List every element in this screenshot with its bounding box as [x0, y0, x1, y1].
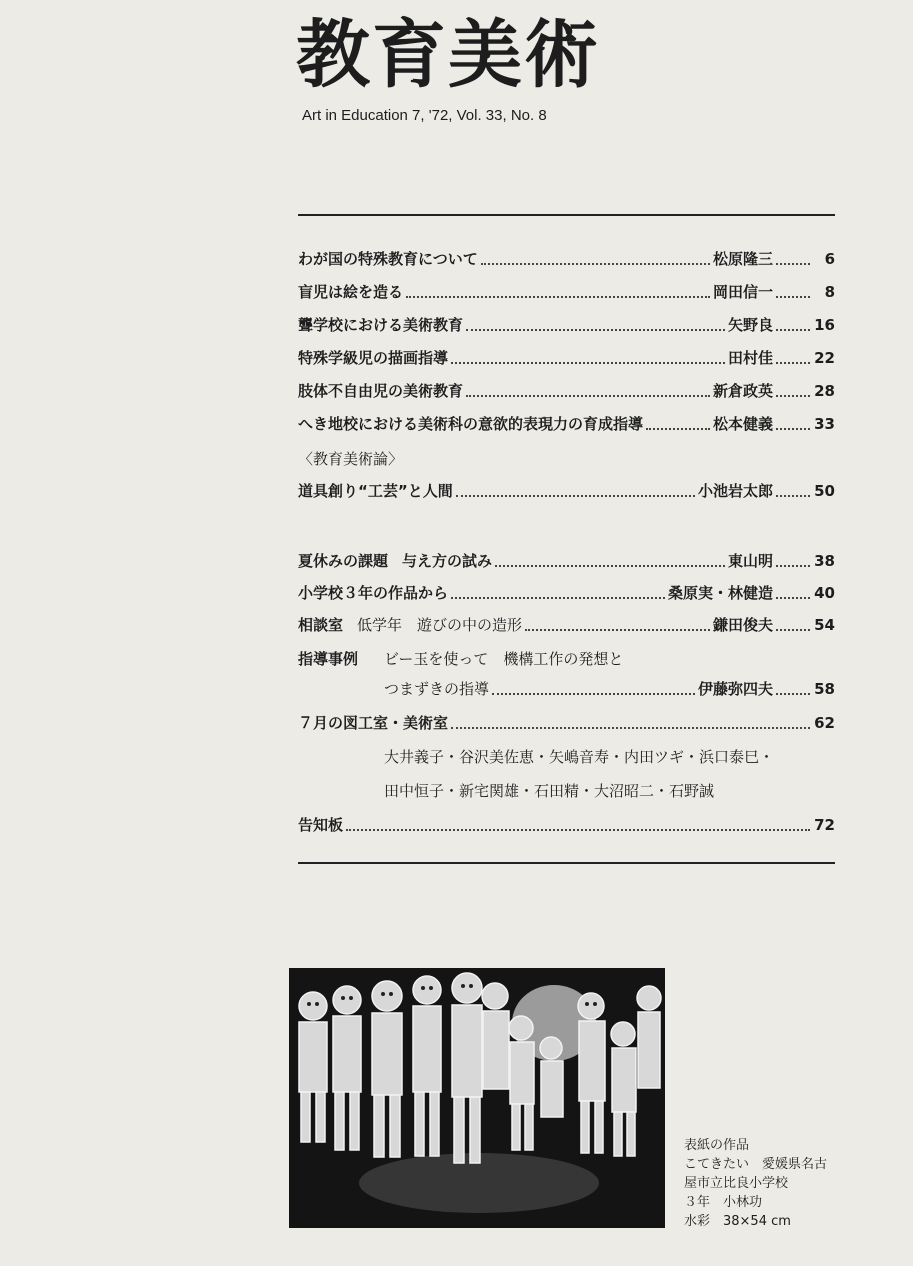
toc-entry-guidance[interactable]	[384, 678, 835, 702]
dot-leader	[406, 284, 710, 298]
toc-title: 聾学校における美術教育	[298, 316, 464, 334]
toc-page-number: 22	[814, 349, 835, 367]
toc-subtitle: 低学年 遊びの中の造形	[357, 616, 523, 634]
toc-page-number: 33	[814, 415, 835, 433]
magazine-title: 教育美術	[296, 12, 600, 98]
dot-leader	[525, 617, 710, 631]
toc-author: 新倉政英	[712, 382, 773, 400]
dot-leader	[776, 617, 810, 631]
caption-line: 水彩 38×54 cm	[684, 1214, 791, 1229]
toc-page-number: 40	[814, 584, 835, 602]
guidance-line-1[interactable]: ビー玉を使って 機構工作の発想と	[384, 650, 624, 668]
toc-entry[interactable]	[298, 248, 835, 272]
toc-title: 小学校３年の作品から	[298, 584, 449, 602]
toc-author: 岡田信一	[712, 283, 773, 301]
dot-leader	[776, 317, 810, 331]
cover-caption	[684, 1136, 884, 1231]
toc-author: 小池岩太郎	[697, 482, 773, 500]
dot-leader	[451, 350, 725, 364]
toc-author: 伊藤弥四夫	[697, 680, 773, 698]
dot-leader	[776, 383, 810, 397]
toc-entry[interactable]	[298, 380, 835, 404]
toc-entry[interactable]	[298, 582, 835, 606]
dot-leader	[776, 251, 810, 265]
toc-author: 田村佳	[727, 349, 773, 367]
toc-author: 松本健義	[712, 415, 773, 433]
dot-leader	[776, 483, 810, 497]
toc-author: 東山明	[727, 552, 773, 570]
toc-entry-essay[interactable]	[298, 480, 835, 504]
dot-leader	[776, 416, 810, 430]
dot-leader	[451, 585, 665, 599]
dot-leader	[466, 317, 725, 331]
toc-page-number: 58	[814, 680, 835, 698]
toc-page-number: 16	[814, 316, 835, 334]
dot-leader	[776, 284, 810, 298]
toc-title: 特殊学級児の描画指導	[298, 349, 449, 367]
toc-page-number: 62	[814, 714, 835, 732]
toc-page-number: 50	[814, 482, 835, 500]
dot-leader	[776, 553, 810, 567]
toc-title: つまずきの指導	[384, 680, 490, 698]
toc-title: ７月の図工室・美術室	[298, 714, 449, 732]
toc-title: へき地校における美術科の意欲的表現力の育成指導	[298, 415, 644, 433]
top-rule	[298, 214, 835, 216]
caption-line: こてきたい 愛媛県名古	[684, 1157, 828, 1172]
toc-entry[interactable]	[298, 347, 835, 371]
toc-page-number: 6	[824, 250, 835, 268]
dot-leader	[456, 483, 695, 497]
toc-title: わが国の特殊教育について	[298, 250, 478, 268]
caption-line: 表紙の作品	[684, 1138, 750, 1153]
dot-leader	[451, 715, 810, 729]
toc-author: 矢野良	[727, 316, 773, 334]
section-label: 〈教育美術論〉	[298, 450, 404, 468]
toc-subtitle: 与え方の試み	[402, 552, 493, 570]
toc-title: 肢体不自由児の美術教育	[298, 382, 464, 400]
dot-leader	[776, 681, 810, 695]
toc-author: 鎌田俊夫	[712, 616, 773, 634]
toc-author: 松原隆三	[712, 250, 773, 268]
caption-line: 屋市立比良小学校	[684, 1176, 789, 1191]
toc-title: 盲児は絵を造る	[298, 283, 404, 301]
dot-leader	[776, 585, 810, 599]
cover-artwork-illustration	[289, 968, 665, 1228]
toc-entry[interactable]	[298, 614, 835, 638]
toc-entry[interactable]	[298, 281, 835, 305]
toc-entry-notice[interactable]	[298, 814, 835, 838]
toc-page-number: 38	[814, 552, 835, 570]
cover-artwork-image	[289, 968, 665, 1228]
toc-page-number: 8	[824, 283, 835, 301]
dot-leader	[646, 416, 710, 430]
toc-title: 相談室	[298, 616, 344, 634]
dot-leader	[495, 553, 725, 567]
dot-leader	[492, 681, 695, 695]
toc-title: 道具創り“工芸”と人間	[298, 482, 453, 500]
studio-names-line-2: 田中恒子・新宅関雄・石田精・大沼昭二・石野誠	[384, 782, 715, 800]
dot-leader	[346, 817, 810, 831]
magazine-issue-info: Art in Education 7, '72, Vol. 33, No. 8	[302, 107, 547, 124]
dot-leader	[466, 383, 710, 397]
toc-entry-studio[interactable]	[298, 712, 835, 736]
toc-page-number: 72	[814, 816, 835, 834]
toc-entry[interactable]	[298, 550, 835, 574]
toc-author: 桑原実・林健造	[667, 584, 773, 602]
guidance-label: 指導事例	[298, 650, 359, 668]
studio-names-line-1: 大井義子・谷沢美佐恵・矢嶋音寿・内田ツギ・浜口泰巳・	[384, 748, 775, 766]
dot-leader	[481, 251, 710, 265]
toc-title: 夏休みの課題	[298, 552, 389, 570]
toc-page-number: 28	[814, 382, 835, 400]
toc-entry[interactable]	[298, 314, 835, 338]
toc-title: 告知板	[298, 816, 344, 834]
toc-entry[interactable]	[298, 413, 835, 437]
dot-leader	[776, 350, 810, 364]
bottom-rule	[298, 862, 835, 864]
toc-page-number: 54	[814, 616, 835, 634]
caption-line: ３年 小林功	[684, 1195, 763, 1210]
